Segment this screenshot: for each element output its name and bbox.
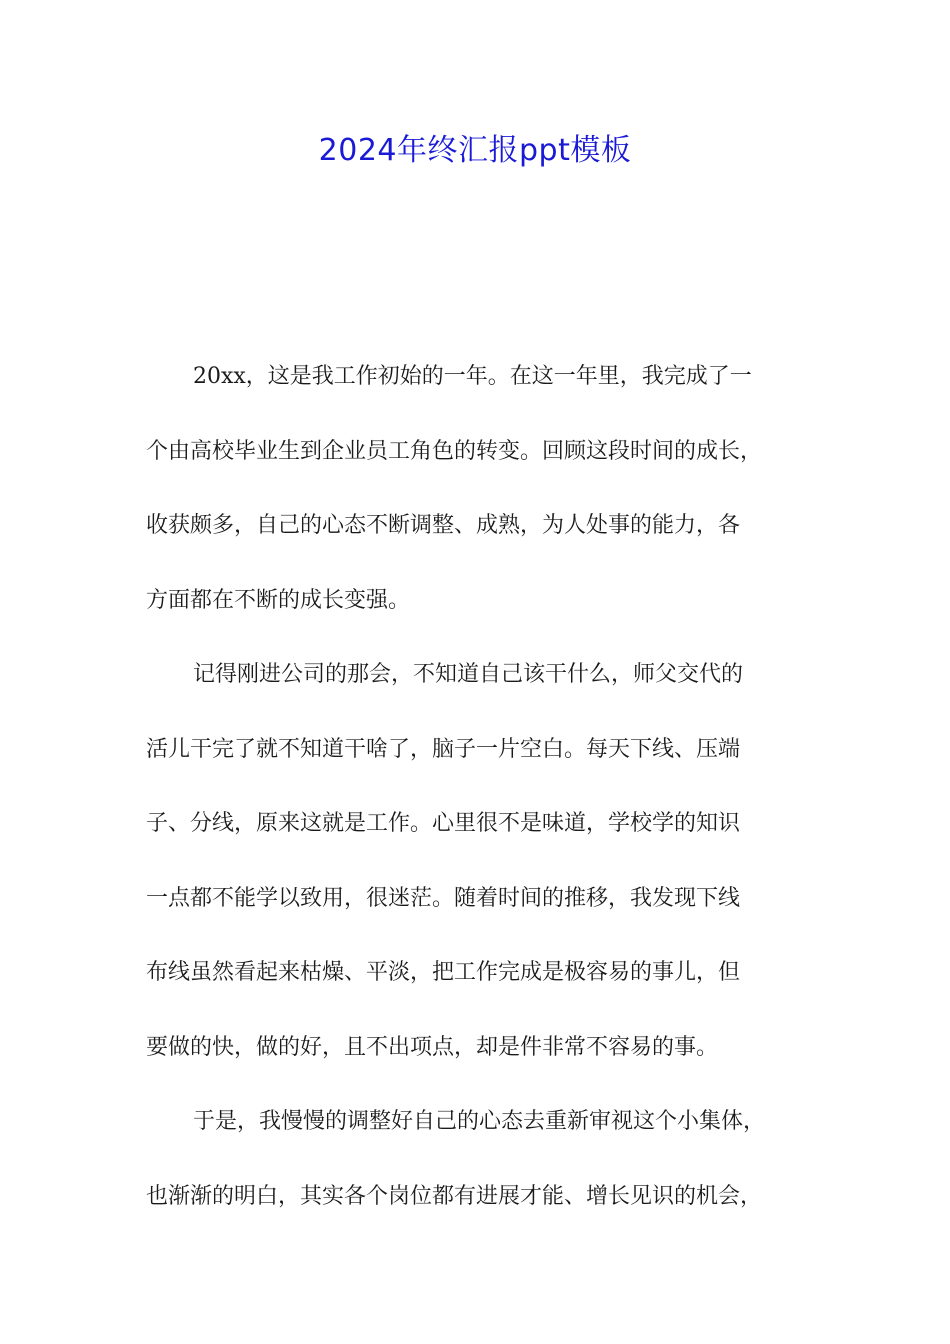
paragraph-3-line-1: 于是，我慢慢的调整好自己的心态去重新审视这个小集体， <box>193 1109 766 1134</box>
paragraph-1-line-4: 方面都在不断的成长变强。 <box>146 587 411 613</box>
paragraph-3-line-2: 也渐渐的明白，其实各个岗位都有进展才能、增长见识的机会， <box>146 1183 763 1209</box>
paragraph-1-line-3: 收获颇多，自己的心态不断调整、成熟，为人处事的能力，各 <box>146 513 741 538</box>
paragraph-2-line-2: 活儿干完了就不知道干啥了，脑子一片空白。每天下线、压端 <box>146 736 741 762</box>
paragraph-2-line-6: 要做的快，做的好，且不出项点，却是件非常不容易的事。 <box>146 1034 719 1060</box>
document-body <box>146 340 810 1234</box>
document-title: 2024年终汇报ppt模板 <box>318 133 632 168</box>
paragraph-1-line-2: 个由高校毕业生到企业员工角色的转变。回顾这段时间的成长， <box>146 438 763 464</box>
paragraph-2-line-1: 记得刚进公司的那会，不知道自己该干什么，师父交代的 <box>193 662 744 687</box>
paragraph-1-line-1: 20xx，这是我工作初始的一年。在这一年里，我完成了一 <box>193 364 752 389</box>
paragraph-2-line-3: 子、分线，原来这就是工作。心里很不是味道，学校学的知识 <box>146 811 741 836</box>
paragraph-2-line-5: 布线虽然看起来枯燥、平淡，把工作完成是极容易的事儿，但 <box>146 960 741 985</box>
paragraph-2-line-4: 一点都不能学以致用，很迷茫。随着时间的推移，我发现下线 <box>146 885 741 911</box>
